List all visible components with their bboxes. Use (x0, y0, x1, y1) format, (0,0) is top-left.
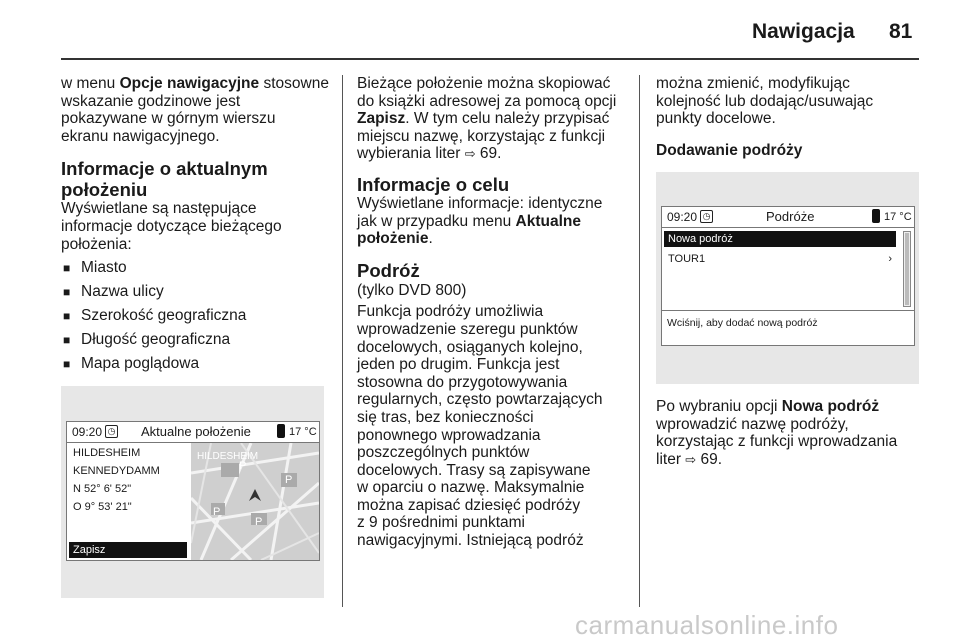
city-value: HILDESHEIM (73, 447, 141, 459)
column-3 (656, 75, 926, 160)
position-info (67, 444, 189, 516)
tour-item[interactable]: TOUR1 › (668, 253, 892, 265)
nav-screen (66, 421, 320, 561)
nav-screen (661, 206, 915, 346)
map-city-label: HILDESHEIM (197, 451, 259, 462)
latitude-value: N 52° 6' 52" (73, 483, 132, 495)
screen-title-bar (662, 207, 914, 228)
position-info-list (61, 259, 329, 379)
new-trip-paragraph: Po wybraniu opcji Nowa podróż wprowadzić nazwę podróży, korzystając z funkcji wprowadzania liter ⇨ 69. (656, 398, 898, 468)
section-heading-current-position: Informacje o aktualnym położeniu (61, 158, 268, 201)
temperature: 17 °C (289, 426, 317, 438)
page-reference-icon: ⇨ (464, 147, 476, 163)
svg-text:P: P (285, 474, 293, 486)
clock-icon: ◷ (700, 210, 713, 223)
screen-title: Podróże (766, 209, 815, 224)
hint-text: Wciśnij, aby dodać nową podróż (667, 317, 818, 329)
chevron-right-icon: › (888, 253, 892, 265)
dvd-note: (tylko DVD 800) (357, 281, 467, 299)
trip-paragraph: Funkcja podróży umożliwia wprowadzenie szeregu punktów docelowych, osiąganych kolejno, jeden po drugim. Funkcja jest stosowna do przygotowywania regularnych, często powtarzających się tras, bez konieczności ponownego wprowadzania poszczególnych punktów docelowych. Trasy są zapisywane w oparciu o nazwę. Maksymalnie można zapisać dziesięć podróży z 9 pośrednimi punktami nawigacyjnymi. Istniejącą podróż (357, 303, 603, 550)
temperature: 17 °C (884, 211, 912, 223)
street-value: KENNEDYDAMM (73, 465, 160, 477)
list-item: ■ Miasto (61, 259, 329, 283)
position-description: Wyświetlane są następujące informacje dotyczące bieżącego położenia: (61, 200, 282, 253)
svg-text:P: P (255, 516, 263, 528)
trip-continued-paragraph: można zmienić, modyfikując kolejność lub dodając/usuwając punkty docelowe. (656, 75, 874, 128)
destination-info-paragraph: Wyświetlane informacje: identyczne jak w przypadku menu Aktualne położenie. (357, 194, 603, 248)
thermometer-icon (277, 424, 285, 438)
scrollbar[interactable] (903, 231, 911, 307)
page-title: Nawigacja (752, 20, 855, 43)
map-view[interactable] (191, 443, 319, 560)
watermark: carmanualsonline.info (575, 610, 839, 640)
page-reference[interactable]: 69. (700, 450, 723, 468)
list-item: ■ Szerokość geograficzna (61, 307, 329, 331)
list-item: ■ Nazwa ulicy (61, 283, 329, 307)
screen-image-current-position (61, 386, 324, 598)
screen-title: Aktualne położenie (141, 424, 251, 439)
screen-title-bar (67, 422, 319, 443)
column-3-lower (656, 398, 926, 469)
column-divider-1 (342, 75, 343, 607)
list-item: ■ Długość geograficzna (61, 331, 329, 355)
section-heading-add-trip: Dodawanie podróży (656, 141, 803, 159)
column-2 (357, 75, 632, 550)
page-reference[interactable]: 69. (479, 145, 502, 163)
svg-text:P: P (213, 506, 221, 518)
scrollbar-thumb[interactable] (905, 233, 909, 305)
save-button[interactable]: Zapisz (69, 542, 187, 558)
longitude-value: O 9° 53' 21" (73, 501, 132, 513)
list-item: ■ Mapa poglądowa (61, 355, 329, 379)
section-heading-trip: Podróż (357, 259, 420, 281)
screen-image-trips (656, 172, 919, 384)
header-rule (61, 58, 919, 60)
page-number: 81 (889, 20, 913, 43)
clock-time: 09:20 (72, 425, 103, 439)
svg-text:P: P (239, 460, 247, 472)
clock-time: 09:20 (667, 210, 698, 224)
section-heading-destination-info: Informacje o celu (357, 173, 510, 195)
copy-position-paragraph: Bieżące położenie można skopiować do książki adresowej za pomocą opcji Zapisz. W tym celu należy przypisać miejscu nazwę, korzystając z funkcji wybierania liter ⇨ 69. (357, 75, 617, 163)
column-divider-2 (639, 75, 640, 607)
page-reference-icon: ⇨ (685, 452, 697, 468)
column-1 (61, 75, 329, 379)
hint-divider (662, 310, 914, 311)
intro-paragraph: w menu Opcje nawigacyjne stosowne wskazanie godzinowe jest pokazywane w górnym wierszu ekranu nawigacyjnego. (61, 75, 329, 145)
thermometer-icon (872, 209, 880, 223)
new-trip-item[interactable]: Nowa podróż (664, 231, 896, 247)
clock-icon: ◷ (105, 425, 118, 438)
